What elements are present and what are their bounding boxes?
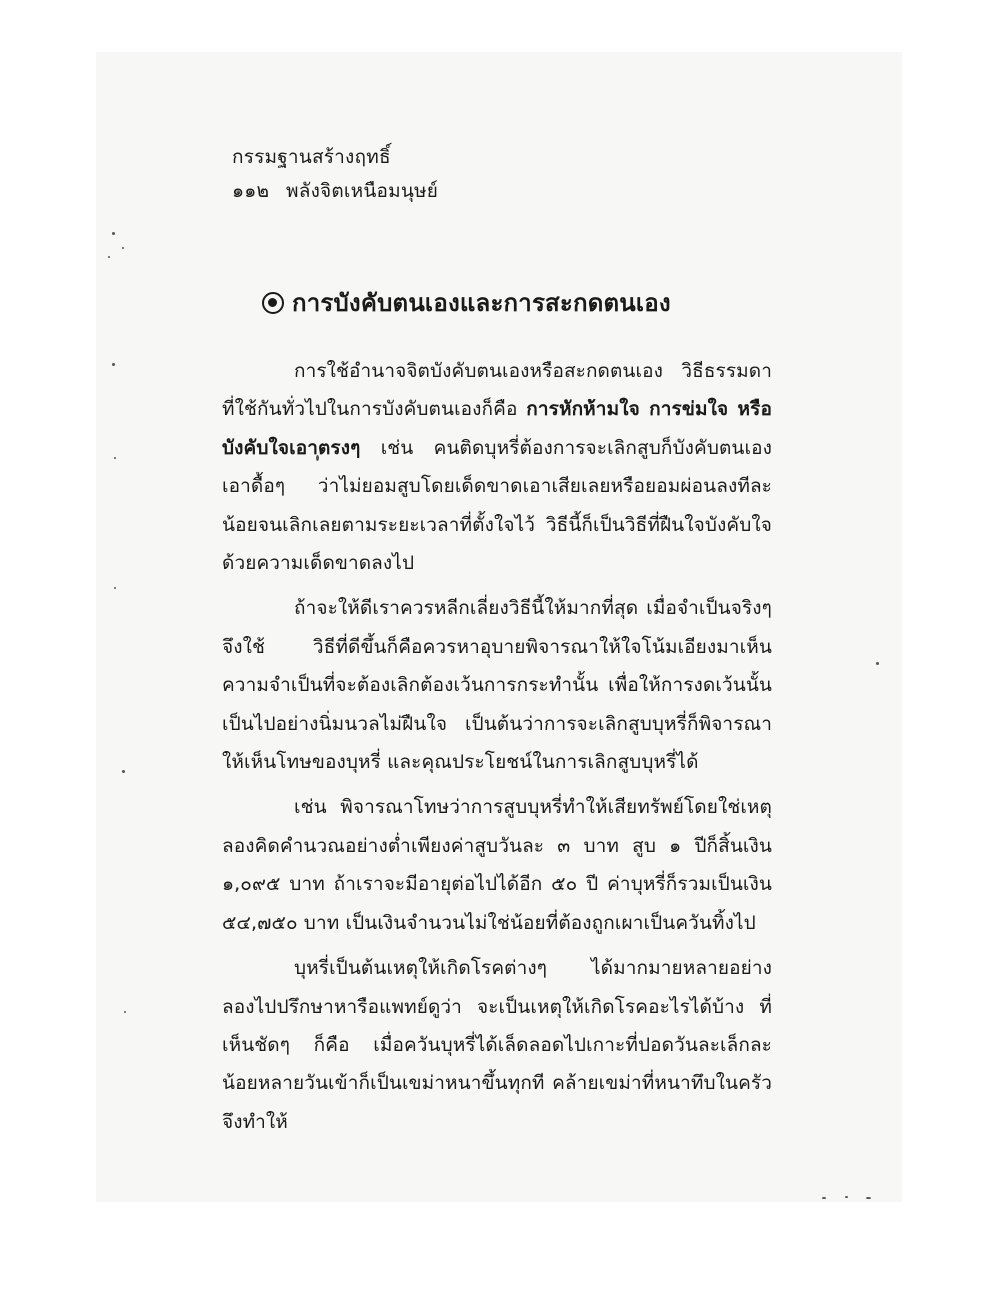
scan-speck [122,770,125,773]
scan-speck [822,1197,826,1199]
page-number: ๑๑๒ [232,180,270,202]
scan-speck [112,363,115,366]
body-text [222,352,772,1148]
page-header-row [232,174,438,208]
scan-speck [114,587,116,589]
scan-speck [122,247,124,249]
book-title: กรรมฐานสร้างฤทธิ์ [232,146,391,168]
scan-speck [108,256,110,258]
chapter-title: พลังจิตเหนือมนุษย์ [286,180,439,202]
paragraph-3: เช่น พิจารณาโทษว่าการสูบบุหรี่ทำให้เสียทรัพย์โดยใช่เหตุ ลองคิดคำนวณอย่างต่ำเพียงค่าสูบวันละ ๓ บาท สูบ ๑ ปีก็สิ้นเงิน ๑,๐๙๕ บาท ถ้าเราจะมีอายุต่อไปได้อีก ๕๐ ปี ค่าบุหรี่ก็รวมเป็นเงิน ๕๔,๗๕๐ บาท เป็นเงินจำนวนไม่ใช่น้อยที่ต้องถูกเผาเป็นควันทิ้งไป [222,796,772,934]
paragraph-4: บุหรี่เป็นต้นเหตุให้เกิดโรคต่างๆ ได้มากมายหลายอย่าง ลองไปปรึกษาหารือแพทย์ดูว่า จะเป็นเหตุให้เกิดโรคอะไรได้บ้าง ที่เห็นชัดๆ ก็คือ เมื่อควันบุหรี่ได้เล็ดลอดไปเกาะที่ปอดวันละเล็กละน้อยหลายวันเข้าก็เป็นเขม่าหนาขึ้นทุกที คล้ายเขม่าที่หนาทึบในครัว จึงทำให้ [222,957,772,1133]
scan-speck [112,232,115,235]
paragraph-1 [222,352,772,582]
section-heading [262,283,671,322]
scan-speck [114,457,116,459]
paragraph-2: ถ้าจะให้ดีเราควรหลีกเลี่ยงวิธีนี้ให้มากที่สุด เมื่อจำเป็นจริงๆ จึงใช้ วิธีที่ดีขึ้นก็คือควรหาอุบายพิจารณาให้ใจโน้มเอียงมาเห็นความจำเป็นที่จะต้องเลิกต้องเว้นการกระทำนั้น เพื่อให้การงดเว้นนั้นเป็นไปอย่างนิ่มนวลไม่ฝืนใจ เป็นต้นว่าการจะเลิกสูบบุหรี่ก็พิจารณาให้เห็นโทษของบุหรี่ และคุณประโยชน์ในการเลิกสูบบุหรี่ได้ [222,597,772,774]
scan-speck [124,1011,126,1013]
scan-speck [876,662,879,665]
paragraph-1-bold-text: การหักห้ามใจ การข่มใจ หรือบังคับใจเอาตรงๆ [222,398,772,459]
section-title-text: การบังคับตนเองและการสะกดตนเอง [292,289,671,317]
scan-speck [866,1197,871,1199]
scan-speck [845,1196,848,1198]
paragraph-1-text-b: เช่น คนติดบุหรี่ต้องการจะเลิกสูบก็บังคับตนเองเอาดื้อๆ ว่าไม่ยอมสูบโดยเด็ดขาดเอาเสียเลยหรือยอมผ่อนลงทีละน้อยจนเลิกเลยตามระยะเวลาที่ตั้งใจไว้ วิธีนี้ก็เป็นวิธีที่ฝืนใจบังคับใจด้วยความเด็ดขาดลงไป [222,436,772,575]
paragraph-1-text-a: การใช้อำนาจจิตบังคับตนเองหรือสะกดตนเอง วิธีธรรมดาที่ใช้กันทั่วไปในการบังคับตนเองก็คือ [222,360,772,421]
running-head [232,140,438,208]
circle-bullet-icon [262,292,284,314]
